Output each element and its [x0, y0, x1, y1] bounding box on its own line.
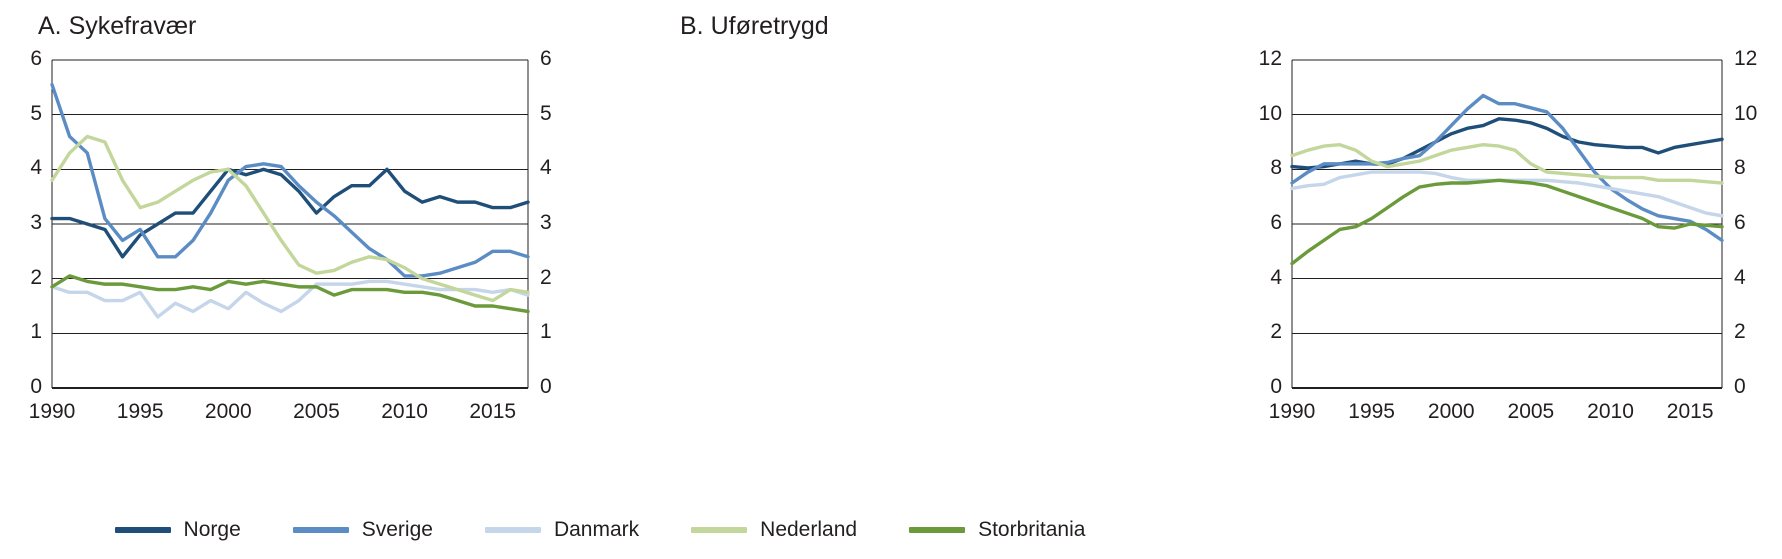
panel-a-chart-svg [52, 60, 528, 388]
y-tick-label-right: 0 [1734, 375, 1746, 398]
y-tick-label-right: 6 [1734, 211, 1746, 234]
y-tick-label-left: 6 [1270, 211, 1282, 234]
y-tick-label-left: 2 [30, 265, 42, 289]
y-tick-label-left: 6 [30, 47, 42, 70]
panel-b-plot-area [1292, 60, 1722, 388]
series-line-storbritania [1292, 180, 1722, 263]
y-tick-label-right: 6 [540, 47, 552, 70]
x-tick-label: 2005 [1507, 400, 1555, 423]
panel-b-plot-wrapper [1240, 47, 1780, 440]
legend-label: Sverige [361, 517, 433, 541]
x-tick-label: 2005 [293, 400, 340, 423]
legend-label: Danmark [553, 517, 640, 541]
y-tick-label-left: 4 [30, 156, 42, 180]
y-tick-label-left: 3 [30, 211, 42, 234]
y-tick-label-left: 1 [30, 320, 42, 344]
y-tick-label-right: 2 [1734, 320, 1746, 344]
legend-swatch-icon [909, 527, 965, 533]
legend-label: Norge [183, 517, 241, 541]
legend-swatch-icon [293, 527, 349, 533]
x-tick-label: 2015 [1666, 400, 1714, 423]
chart-panel-a [0, 0, 600, 490]
x-tick-label: 1995 [1348, 400, 1395, 423]
panel-a-plot-wrapper [24, 47, 576, 440]
legend-swatch-icon [485, 527, 541, 533]
y-tick-label-left: 0 [1270, 375, 1282, 398]
legend-label: Storbritania [978, 517, 1086, 541]
x-tick-label: 2000 [1427, 400, 1475, 423]
y-tick-label-right: 4 [1734, 265, 1746, 289]
series-line-sverige [1292, 96, 1722, 241]
x-tick-label: 2015 [469, 400, 517, 423]
chart-panel-b [600, 0, 1758, 490]
y-tick-label-right: 4 [540, 156, 552, 180]
x-tick-label: 1990 [28, 400, 76, 423]
y-tick-label-left: 12 [1258, 47, 1282, 70]
panel-b-title: B. Uføretrygd [680, 12, 829, 40]
x-tick-label: 1990 [1268, 400, 1316, 423]
y-tick-label-right: 10 [1734, 101, 1758, 125]
y-tick-label-left: 5 [30, 101, 42, 125]
y-tick-label-right: 1 [540, 320, 552, 344]
legend-swatch-icon [115, 527, 171, 533]
y-tick-label-left: 4 [1270, 265, 1282, 289]
y-tick-label-left: 10 [1258, 101, 1282, 125]
y-tick-label-left: 2 [1270, 320, 1282, 344]
x-tick-label: 2000 [204, 400, 252, 423]
legend-item-sverige [293, 518, 433, 542]
series-line-nederland [52, 137, 528, 301]
panel-a-plot-area [52, 60, 528, 388]
y-tick-label-right: 5 [540, 101, 552, 125]
legend-item-storbritania [909, 518, 1085, 542]
chart-legend [0, 500, 1200, 559]
x-tick-label: 2010 [381, 400, 428, 423]
legend-label: Nederland [760, 517, 858, 541]
y-tick-label-left: 8 [1270, 156, 1282, 180]
y-tick-label-right: 0 [540, 375, 552, 398]
x-tick-label: 2010 [1587, 400, 1634, 423]
y-tick-label-right: 3 [540, 211, 552, 234]
y-tick-label-right: 8 [1734, 156, 1746, 180]
legend-item-nederland [691, 518, 857, 542]
legend-swatch-icon [691, 527, 747, 533]
y-tick-label-right: 12 [1734, 47, 1758, 70]
legend-item-norge [115, 518, 241, 542]
series-line-norge [1292, 119, 1722, 168]
x-tick-label: 1995 [116, 400, 164, 423]
legend-item-danmark [485, 518, 639, 542]
y-tick-label-left: 0 [30, 375, 42, 398]
panel-b-chart-svg [1292, 60, 1722, 388]
y-tick-label-right: 2 [540, 265, 552, 289]
panel-a-title: A. Sykefravær [38, 12, 197, 40]
